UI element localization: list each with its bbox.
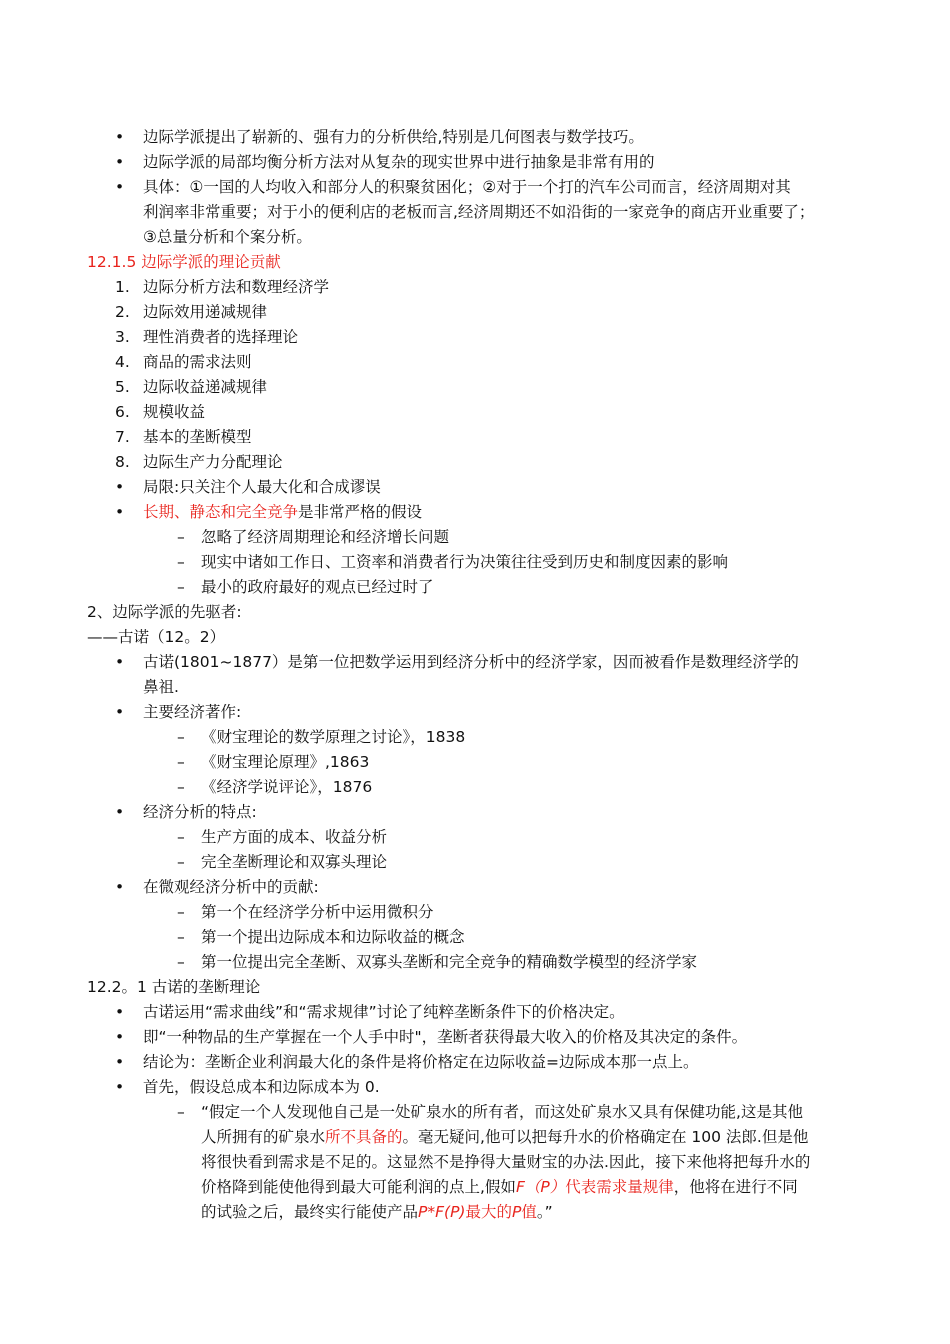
bullet-marker: • — [115, 878, 125, 896]
highlight-text: 最大的 — [465, 1203, 512, 1221]
plain-text: 。” — [536, 1203, 553, 1221]
item-text: 理性消费者的选择理论 — [143, 328, 299, 346]
sub-item-text: 忽略了经济周期理论和经济增长问题 — [201, 528, 450, 546]
list-item-text: 经济分析的特点: — [143, 803, 257, 821]
item-text: 规模收益 — [143, 403, 206, 421]
item-text: 基本的垄断模型 — [143, 428, 252, 446]
item-number: 1. — [115, 278, 130, 296]
bullet-marker: • — [115, 1078, 125, 1096]
plain-text: 。毫无疑问,他可以把每升水的价格确定在 100 法郎.但是他 — [402, 1128, 809, 1146]
sub-item-text: 《财宝理论的数学原理之讨论》，1838 — [201, 728, 466, 746]
sub-item-text: 《财宝理论原理》,1863 — [201, 753, 370, 771]
dash-marker: – — [177, 953, 185, 971]
dash-marker: – — [177, 753, 185, 771]
list-item-text: 首先，假设总成本和边际成本为 0. — [143, 1078, 380, 1096]
item-number: 8. — [115, 453, 130, 471]
sub-item-text: 第一位提出完全垄断、双寡头垄断和完全竞争的精确数学模型的经济学家 — [201, 953, 698, 971]
item-number: 7. — [115, 428, 130, 446]
bullet-marker: • — [115, 1053, 125, 1071]
item-number: 2. — [115, 303, 130, 321]
list-item-text: 古诺运用“需求曲线”和“需求规律”讨论了纯粹垄断条件下的价格决定。 — [143, 1003, 625, 1021]
bullet-marker: • — [115, 128, 125, 146]
formula-text: P — [512, 1203, 522, 1221]
item-number: 4. — [115, 353, 130, 371]
dash-marker: – — [177, 528, 185, 546]
plain-text: 是非常严格的假设 — [298, 503, 423, 521]
item-text: 商品的需求法则 — [143, 353, 252, 371]
item-number: 5. — [115, 378, 130, 396]
list-item-text: ③总量分析和个案分析。 — [143, 228, 312, 246]
quote-text: 将很快看到需求是不足的。这显然不是挣得大量财宝的办法.因此，接下来他将把每升水的 — [201, 1153, 811, 1171]
heading-text: 12.2。1 古诺的垄断理论 — [87, 978, 261, 996]
item-text: 边际收益递减规律 — [143, 378, 268, 396]
list-item-text: 在微观经济分析中的贡献: — [143, 878, 319, 896]
bullet-marker: • — [115, 653, 125, 671]
highlight-text: 代表需求量规律 — [565, 1178, 674, 1196]
highlight-text: 所不具备的 — [325, 1128, 403, 1146]
item-text: 边际效用递减规律 — [143, 303, 268, 321]
plain-text: ，他将在进行不同 — [673, 1178, 798, 1196]
list-item-text: 结论为：垄断企业利润最大化的条件是将价格定在边际收益=边际成本那一点上。 — [143, 1053, 699, 1071]
heading-text: 2、边际学派的先驱者: — [87, 603, 242, 621]
sub-item-text: 完全垄断理论和双寡头理论 — [201, 853, 388, 871]
bullet-marker: • — [115, 178, 125, 196]
formula-text: P*F(P) — [418, 1203, 466, 1221]
formula-text: F（P） — [515, 1178, 566, 1196]
bullet-marker: • — [115, 803, 125, 821]
sub-item-text: 第一个在经济学分析中运用微积分 — [201, 903, 434, 921]
bullet-marker: • — [115, 503, 125, 521]
item-text: 边际分析方法和数理经济学 — [143, 278, 330, 296]
dash-marker: – — [177, 578, 185, 596]
dash-marker: – — [177, 903, 185, 921]
list-item-text: 利润率非常重要；对于小的便利店的老板而言,经济周期还不如沿街的一家竞争的商店开业重要了； — [143, 203, 815, 221]
list-item-text: 古诺(1801~1877）是第一位把数学运用到经济分析中的经济学家，因而被看作是数理经济学的 — [143, 653, 799, 671]
sub-item-text: 《经济学说评论》，1876 — [201, 778, 373, 796]
highlight-text: 长期、静态和完全竞争 — [143, 503, 299, 521]
quote-text — [201, 1175, 798, 1200]
sub-item-text: 生产方面的成本、收益分析 — [201, 828, 388, 846]
bullet-marker: • — [115, 1028, 125, 1046]
list-item-text — [143, 500, 422, 525]
heading-text: 12.1.5 边际学派的理论贡献 — [87, 253, 281, 271]
quote-text — [201, 1200, 553, 1225]
highlight-text: 值 — [521, 1203, 537, 1221]
dash-marker: – — [177, 828, 185, 846]
sub-item-text: 现实中诸如工作日、工资率和消费者行为决策往往受到历史和制度因素的影响 — [201, 553, 729, 571]
list-item-text: 边际学派的局部均衡分析方法对从复杂的现实世界中进行抽象是非常有用的 — [143, 153, 655, 171]
quote-text: “假定一个人发现他自己是一处矿泉水的所有者，而这处矿泉水又具有保健功能,这是其他 — [201, 1103, 803, 1121]
item-text: 边际生产力分配理论 — [143, 453, 283, 471]
quote-text — [201, 1125, 808, 1150]
bullet-marker: • — [115, 478, 125, 496]
item-number: 3. — [115, 328, 130, 346]
list-item-text: 局限:只关注个人最大化和合成谬误 — [143, 478, 381, 496]
plain-text: 的试验之后，最终实行能使产品 — [201, 1203, 419, 1221]
dash-marker: – — [177, 728, 185, 746]
dash-marker: – — [177, 553, 185, 571]
list-item-text: 边际学派提出了崭新的、强有力的分析供给,特别是几何图表与数学技巧。 — [143, 128, 644, 146]
bullet-marker: • — [115, 1003, 125, 1021]
dash-marker: – — [177, 1103, 185, 1121]
plain-text: 价格降到能使他得到最大可能利润的点上,假如 — [201, 1178, 516, 1196]
list-item-text: 主要经济著作: — [143, 703, 242, 721]
dash-marker: – — [177, 778, 185, 796]
list-item-text: 具体：①一国的人均收入和部分人的积聚贫困化；②对于一个打的汽车公司而言，经济周期对其 — [143, 178, 791, 196]
bullet-marker: • — [115, 153, 125, 171]
list-item-text: 即“一种物品的生产掌握在一个人手中时"，垄断者获得最大收入的价格及其决定的条件。 — [143, 1028, 748, 1046]
bullet-marker: • — [115, 703, 125, 721]
dash-marker: – — [177, 853, 185, 871]
dash-marker: – — [177, 928, 185, 946]
sub-item-text: 最小的政府最好的观点已经过时了 — [201, 578, 434, 596]
list-item-text: 鼻祖. — [143, 678, 179, 696]
item-number: 6. — [115, 403, 130, 421]
subheading-text: ——古诺（12。2） — [87, 628, 226, 646]
sub-item-text: 第一个提出边际成本和边际收益的概念 — [201, 928, 465, 946]
plain-text: 人所拥有的矿泉水 — [201, 1128, 326, 1146]
